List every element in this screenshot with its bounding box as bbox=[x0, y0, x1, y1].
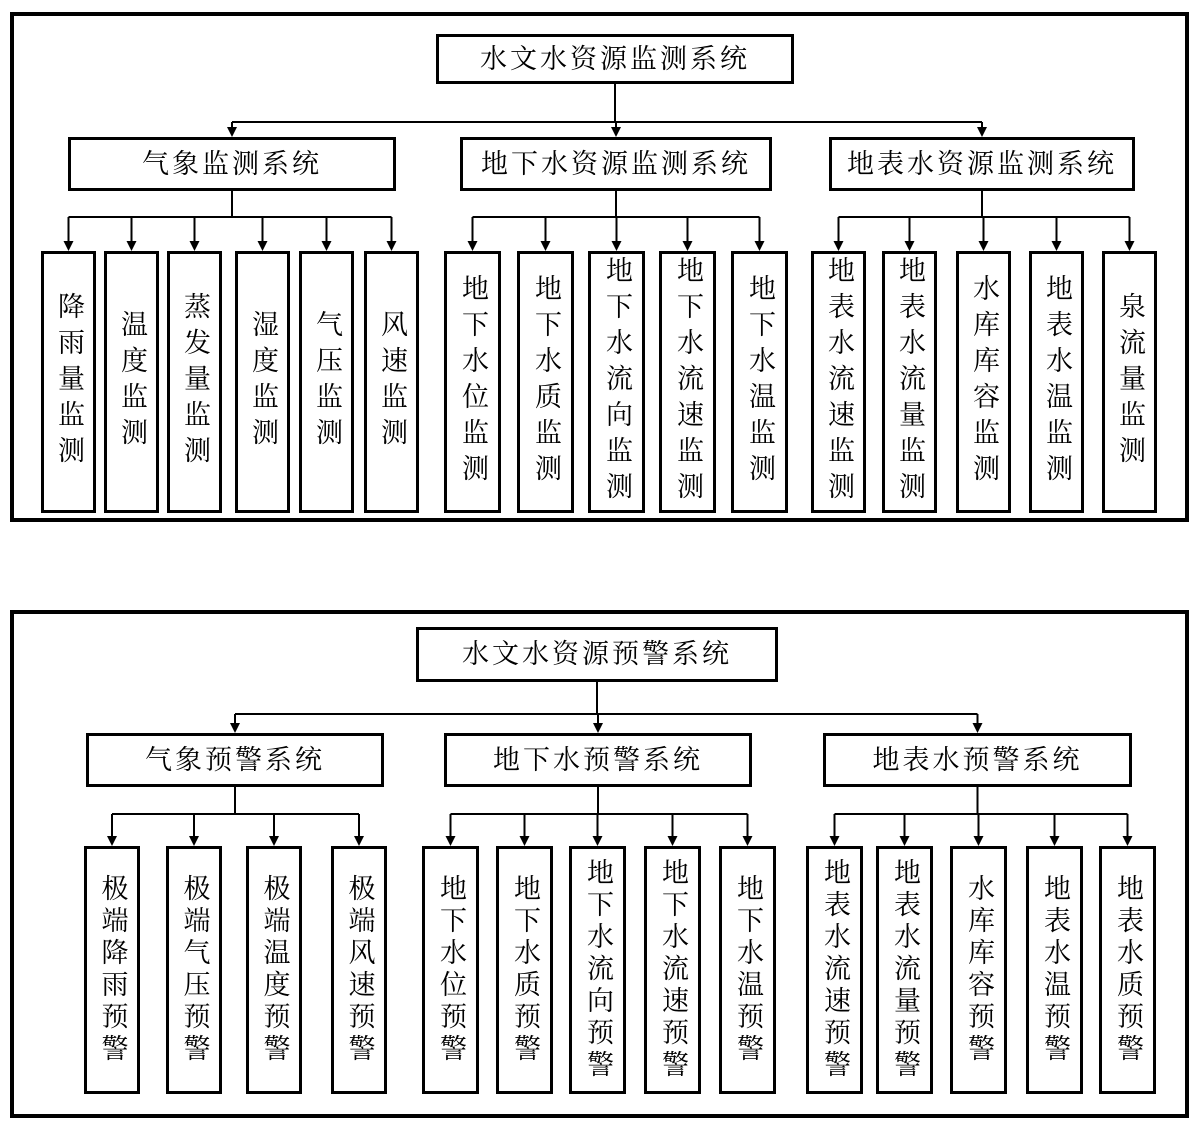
group-node bbox=[460, 137, 772, 191]
leaf-node bbox=[644, 846, 701, 1094]
node-label: 地表水流速监测 bbox=[824, 256, 854, 508]
node-label: 地下水位预警 bbox=[436, 874, 466, 1066]
leaf-node bbox=[84, 846, 140, 1094]
monitoring-system-frame bbox=[10, 12, 1189, 522]
node-label: 地表水流量预警 bbox=[890, 858, 920, 1082]
node-label: 泉流量监测 bbox=[1115, 292, 1145, 472]
node-label: 风速监测 bbox=[377, 310, 407, 454]
node-label: 地下水质监测 bbox=[531, 274, 561, 490]
node-label: 气压监测 bbox=[312, 310, 342, 454]
leaf-node bbox=[876, 846, 933, 1094]
group-node bbox=[68, 137, 396, 191]
node-label: 水库库容监测 bbox=[969, 274, 999, 490]
group-node bbox=[823, 733, 1132, 787]
leaf-node bbox=[950, 846, 1007, 1094]
node-label: 水库库容预警 bbox=[964, 874, 994, 1066]
leaf-node bbox=[299, 251, 354, 513]
leaf-node bbox=[166, 846, 222, 1094]
leaf-node bbox=[517, 251, 574, 513]
node-label: 地表水质预警 bbox=[1113, 874, 1143, 1066]
leaf-node bbox=[1026, 846, 1083, 1094]
node-label: 地下水温预警 bbox=[733, 874, 763, 1066]
node-label: 地下水流向预警 bbox=[583, 858, 613, 1082]
leaf-node bbox=[956, 251, 1011, 513]
group-node bbox=[86, 733, 384, 787]
leaf-node bbox=[422, 846, 479, 1094]
node-label: 地表水流速预警 bbox=[820, 858, 850, 1082]
group-node bbox=[829, 137, 1135, 191]
node-label: 地表水温监测 bbox=[1042, 274, 1072, 490]
node-label: 地表水预警系统 bbox=[872, 744, 1083, 775]
node-label: 气象监测系统 bbox=[142, 148, 322, 179]
node-label: 地下水流向监测 bbox=[602, 256, 632, 508]
node-label: 气象预警系统 bbox=[145, 744, 325, 775]
leaf-node bbox=[806, 846, 863, 1094]
node-label: 温度监测 bbox=[117, 310, 147, 454]
node-label: 湿度监测 bbox=[248, 310, 278, 454]
node-label: 极端风速预警 bbox=[344, 874, 375, 1066]
leaf-node bbox=[882, 251, 937, 513]
node-label: 极端气压预警 bbox=[179, 874, 210, 1066]
leaf-node bbox=[1099, 846, 1156, 1094]
node-label: 地下水质预警 bbox=[510, 874, 540, 1066]
leaf-node bbox=[364, 251, 419, 513]
node-label: 地下水预警系统 bbox=[493, 744, 703, 775]
node-label: 极端温度预警 bbox=[259, 874, 290, 1066]
node-label: 水文水资源预警系统 bbox=[462, 639, 732, 669]
warning-system-frame bbox=[10, 610, 1189, 1118]
group-node bbox=[444, 733, 752, 787]
leaf-node bbox=[731, 251, 788, 513]
node-label: 地下水位监测 bbox=[458, 274, 488, 490]
leaf-node bbox=[1029, 251, 1084, 513]
node-label: 地下水资源监测系统 bbox=[481, 148, 751, 179]
leaf-node bbox=[444, 251, 501, 513]
leaf-node bbox=[1102, 251, 1157, 513]
leaf-node bbox=[167, 251, 222, 513]
root-node bbox=[416, 627, 778, 682]
leaf-node bbox=[811, 251, 866, 513]
node-label: 地表水资源监测系统 bbox=[847, 148, 1117, 179]
root-node bbox=[436, 34, 794, 84]
node-label: 地下水温监测 bbox=[745, 274, 775, 490]
leaf-node bbox=[569, 846, 626, 1094]
leaf-node bbox=[41, 251, 96, 513]
node-label: 蒸发量监测 bbox=[180, 292, 210, 472]
node-label: 地下水流速监测 bbox=[673, 256, 703, 508]
leaf-node bbox=[588, 251, 645, 513]
node-label: 地表水流量监测 bbox=[895, 256, 925, 508]
leaf-node bbox=[246, 846, 302, 1094]
leaf-node bbox=[235, 251, 290, 513]
leaf-node bbox=[496, 846, 553, 1094]
node-label: 降雨量监测 bbox=[54, 292, 84, 472]
leaf-node bbox=[104, 251, 159, 513]
node-label: 地下水流速预警 bbox=[658, 858, 688, 1082]
node-label: 水文水资源监测系统 bbox=[480, 43, 750, 74]
leaf-node bbox=[331, 846, 387, 1094]
node-label: 地表水温预警 bbox=[1040, 874, 1070, 1066]
leaf-node bbox=[719, 846, 776, 1094]
leaf-node bbox=[659, 251, 716, 513]
node-label: 极端降雨预警 bbox=[97, 874, 128, 1066]
